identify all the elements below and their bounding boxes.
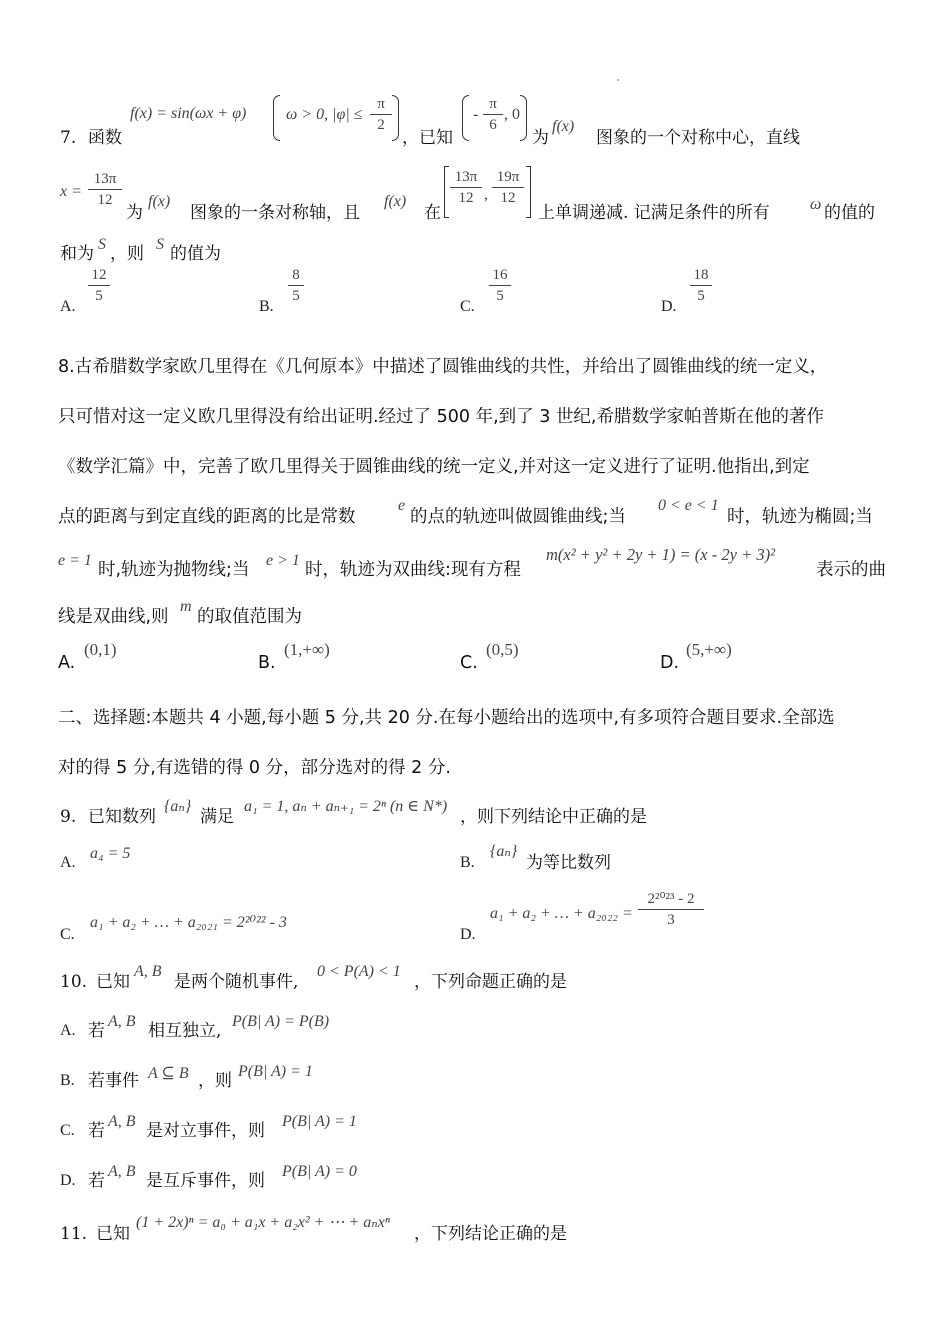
q7-fx-3: f(x): [384, 193, 407, 210]
q7-axis-den: 12: [97, 192, 113, 208]
q7-condition-fraction: [370, 95, 392, 134]
q8-m: m: [180, 598, 192, 615]
q7-option-d-den: 5: [697, 288, 705, 304]
q7-interval-left-bracket: [444, 166, 449, 218]
q7-option-d-label: D.: [661, 298, 677, 315]
q8-option-b-label: B.: [258, 653, 276, 673]
q8-option-b-value: (1,+∞): [284, 640, 330, 659]
q7-center-left-paren: [462, 95, 469, 141]
q7-axis-desc-a: 为: [126, 203, 143, 223]
q8-line-2: 只可惜对这一定义欧几里得没有给出证明.经过了 500 年,到了 3 世纪,希腊数学家帕普斯在他的著作: [58, 407, 824, 427]
q10-number: 10.: [60, 972, 88, 992]
q10-stem-b: 是两个随机事件,: [174, 972, 299, 992]
q8-cond-ellipse: 0 < e < 1: [658, 497, 719, 514]
fraction-bar: [288, 285, 304, 286]
q9-condition: a₁ = 1, aₙ + aₙ₊₁ = 2ⁿ (n ∈ N*): [244, 798, 448, 815]
q9-option-a-text: a₄ = 5: [90, 845, 131, 862]
q10-condition: 0 < P(A) < 1: [317, 963, 401, 980]
q10-option-b-pre: 若事件: [88, 1071, 139, 1091]
q10-AB: A, B: [134, 963, 162, 980]
q9-option-c-text: a₁ + a₂ + … + a₂₀₂₁ = 2²⁰²² - 3: [90, 914, 287, 931]
q10-option-a-pre: 若: [88, 1021, 105, 1041]
q10-stem-c: ，下列命题正确的是: [414, 972, 567, 992]
q7-center-fraction: [483, 95, 503, 134]
q7-option-d-num: 18: [693, 267, 709, 283]
q8-line-3: 《数学汇篇》中，完善了欧几里得关于圆锥曲线的统一定义,并对这一定义进行了证明.他指出,到定: [58, 457, 810, 477]
q8-line-5b: 时，轨迹为双曲线:现有方程: [305, 560, 521, 580]
q7-int-a-den: 12: [458, 190, 474, 206]
q7-center-num: π: [489, 96, 497, 112]
q7-option-b-num: 8: [292, 267, 300, 283]
q9-option-b-text: 为等比数列: [526, 853, 611, 873]
scan-dot: [617, 79, 619, 81]
q7-right-paren: [392, 95, 399, 141]
q9-option-b-seq: {aₙ}: [490, 843, 518, 860]
q7-int-b-den: 12: [500, 190, 516, 206]
q7-option-d-fraction: [690, 266, 712, 305]
q8-e: e: [398, 497, 406, 514]
q9-option-d-num: 2²⁰²³ - 2: [647, 891, 695, 907]
fraction-bar: [88, 285, 110, 286]
section-2-line-1: 二、选择题:本题共 4 小题,每小题 5 分,共 20 分.在每小题给出的选项中,有多项符合题目要求.全部选: [58, 708, 835, 728]
q7-center-right-paren: [520, 95, 527, 141]
q7-condition: ω > 0, |φ| ≤: [286, 106, 363, 123]
q10-option-a-label: A.: [60, 1022, 76, 1039]
q7-interval-b: [492, 168, 524, 207]
q10-option-b-label: B.: [60, 1072, 75, 1089]
fraction-bar: [489, 285, 511, 286]
q10-option-a-mid: 相互独立,: [148, 1021, 222, 1041]
q9-option-d-fraction: [638, 890, 704, 929]
q7-cond-den: 2: [377, 117, 385, 133]
q8-cond-parabola: e = 1: [58, 552, 92, 569]
q9-option-d-lhs: a₁ + a₂ + … + a₂₀₂₂ =: [490, 905, 633, 922]
q7-interval-right-bracket: [526, 166, 531, 218]
q7-option-a-den: 5: [95, 288, 103, 304]
q10-option-a-formula: P(B| A) = P(B): [232, 1013, 330, 1030]
q7-option-b-den: 5: [292, 288, 300, 304]
q7-option-b-label: B.: [259, 298, 274, 315]
q9-stem-b: 满足: [200, 807, 234, 827]
q7-option-a-num: 12: [91, 267, 107, 283]
q10-option-c-formula: P(B| A) = 1: [282, 1113, 357, 1130]
q10-option-d-mid: 是互斥事件，则: [146, 1171, 265, 1191]
q10-option-a-ab: A, B: [108, 1013, 136, 1030]
q8-line-6a: 线是双曲线,则: [58, 607, 169, 627]
q7-S-1: S: [98, 236, 106, 253]
q10-option-b-formula: P(B| A) = 1: [238, 1063, 313, 1080]
q10-option-c-ab: A, B: [108, 1113, 136, 1130]
q7-tail2: 的值的: [824, 203, 875, 223]
q8-option-c-value: (0,5): [486, 640, 519, 659]
q7-option-c-fraction: [489, 266, 511, 305]
q8-option-a-label: A.: [58, 653, 76, 673]
q8-line-5c: 表示的曲: [816, 560, 886, 580]
fraction-bar: [690, 285, 712, 286]
q7-cond-num: π: [377, 96, 385, 112]
q7-fx-definition: f(x) = sin(ωx + φ): [130, 105, 247, 122]
q7-S-2: S: [156, 236, 164, 253]
q7-int-a-num: 13π: [454, 169, 478, 185]
q7-known: ，已知: [402, 128, 453, 148]
q7-interval-comma: ,: [484, 186, 488, 203]
q7-number: 7.: [60, 128, 77, 148]
q7-option-a-fraction: [88, 266, 110, 305]
q9-option-b-label: B.: [460, 854, 475, 871]
q8-cond-hyperbola: e > 1: [266, 552, 300, 569]
q11-stem-a: 已知: [96, 1224, 130, 1244]
q10-option-b-ab: A ⊆ B: [148, 1065, 189, 1082]
q7-center-desc-b: 图象的一个对称中心，直线: [596, 128, 800, 148]
q10-option-d-label: D.: [60, 1172, 76, 1189]
q7-option-c-num: 16: [492, 267, 508, 283]
q9-option-a-label: A.: [60, 854, 76, 871]
q10-option-d-ab: A, B: [108, 1163, 136, 1180]
q8-line-4c: 时，轨迹为椭圆;当: [727, 507, 873, 527]
q7-option-a-label: A.: [60, 298, 76, 315]
q7-center-tail: , 0: [504, 106, 520, 123]
fraction-bar: [483, 114, 503, 115]
q7-axis-num: 13π: [93, 171, 117, 187]
q9-number: 9.: [60, 807, 77, 827]
q7-center-sign: -: [473, 106, 479, 123]
q9-option-d-den: 3: [667, 912, 675, 928]
section-2-line-2: 对的得 5 分,有选错的得 0 分，部分选对的得 2 分.: [58, 758, 451, 778]
q8-line-4b: 的点的轨迹叫做圆锥曲线;当: [410, 507, 626, 527]
q9-stem-c: ，则下列结论中正确的是: [460, 807, 647, 827]
q7-option-c-den: 5: [496, 288, 504, 304]
q7-tail: 上单调递减. 记满足条件的所有: [538, 203, 770, 223]
q10-option-b-mid: ，则: [198, 1071, 232, 1091]
q9-option-d-label: D.: [460, 926, 476, 943]
fraction-bar: [88, 189, 122, 190]
q7-axis-desc-c: 在: [424, 203, 441, 223]
q7-axis-fraction: [88, 170, 122, 209]
fraction-bar: [370, 114, 392, 115]
q7-option-c-label: C.: [460, 298, 475, 315]
q7-center-desc-a: 为: [532, 128, 549, 148]
q9-option-c-label: C.: [60, 926, 75, 943]
q7-word-function: 函数: [88, 128, 122, 148]
q10-option-d-formula: P(B| A) = 0: [282, 1163, 357, 1180]
q8-line-4a: 点的距离与到定直线的距离的比是常数: [58, 507, 356, 527]
q8-line-1: 8.古希腊数学家欧几里得在《几何原本》中描述了圆锥曲线的共性，并给出了圆锥曲线的统一定义，: [58, 357, 828, 377]
q8-line-5a: 时,轨迹为抛物线;当: [98, 560, 250, 580]
fraction-bar: [450, 187, 482, 188]
fraction-bar: [638, 909, 704, 910]
q7-line3-a: 和为: [60, 244, 94, 264]
q7-int-b-num: 19π: [496, 169, 520, 185]
q8-option-c-label: C.: [460, 653, 478, 673]
q11-stem-b: ，下列结论正确的是: [414, 1224, 567, 1244]
q7-omega: ω: [810, 196, 822, 213]
q10-option-d-pre: 若: [88, 1171, 105, 1191]
q8-option-a-value: (0,1): [84, 640, 117, 659]
q10-option-c-mid: 是对立事件，则: [146, 1121, 265, 1141]
q8-option-d-value: (5,+∞): [686, 640, 732, 659]
q7-axis-lhs: x =: [60, 183, 82, 200]
q11-formula: (1 + 2x)ⁿ = a₀ + a₁x + a₂x² + ⋯ + aₙxⁿ: [136, 1214, 390, 1231]
fraction-bar: [492, 187, 524, 188]
q9-stem-a: 已知数列: [88, 807, 156, 827]
q7-fx-1: f(x): [552, 118, 575, 135]
q7-fx-2: f(x): [148, 193, 171, 210]
q8-line-6b: 的取值范围为: [197, 607, 302, 627]
q7-line3-b: ，则: [110, 244, 144, 264]
q7-line3-c: 的值为: [170, 244, 221, 264]
q7-axis-desc-b: 图象的一条对称轴，且: [190, 203, 360, 223]
q7-option-b-fraction: [288, 266, 304, 305]
q7-center-den: 6: [489, 117, 497, 133]
q8-option-d-label: D.: [660, 653, 680, 673]
q10-stem-a: 已知: [96, 972, 130, 992]
q8-equation: m(x² + y² + 2y + 1) = (x - 2y + 3)²: [546, 545, 776, 564]
q11-number: 11.: [60, 1224, 88, 1244]
q7-left-paren: [273, 95, 280, 141]
q9-sequence: {aₙ}: [164, 798, 192, 815]
q10-option-c-pre: 若: [88, 1121, 105, 1141]
q10-option-c-label: C.: [60, 1122, 75, 1139]
q7-interval-a: [450, 168, 482, 207]
